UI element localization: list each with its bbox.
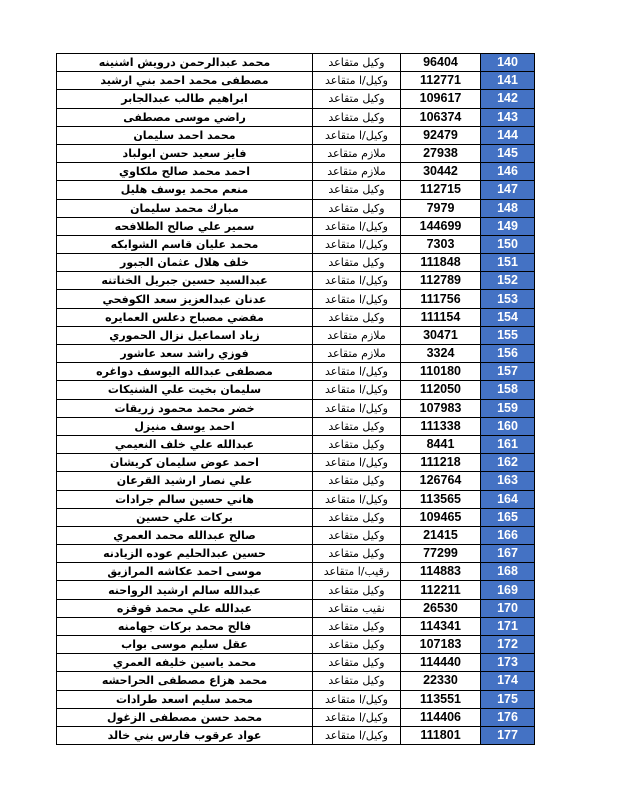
table-row (57, 545, 535, 563)
person-name-cell: زياد اسماعيل نزال الحموري (57, 326, 313, 344)
rank-cell: وكيل متقاعد (313, 199, 401, 217)
military-number-cell: 110180 (401, 363, 481, 381)
person-name-cell: محمد عبدالرحمن درويش اشنينه (57, 54, 313, 72)
person-name-cell: فالح محمد بركات جهامنه (57, 617, 313, 635)
table-row (57, 126, 535, 144)
rank-cell: وكيل/ا متقاعد (313, 454, 401, 472)
person-name-cell: علي نصار ارشيد القرعان (57, 472, 313, 490)
rank-cell: وكيل متقاعد (313, 636, 401, 654)
sequence-number-cell: 159 (481, 399, 535, 417)
table-row (57, 399, 535, 417)
person-name-cell: راضي موسى مصطفى (57, 108, 313, 126)
rank-cell: وكيل/ا متقاعد (313, 217, 401, 235)
sequence-number-cell: 141 (481, 72, 535, 90)
military-number-cell: 112789 (401, 272, 481, 290)
person-name-cell: موسى احمد عكاشه المرازيق (57, 563, 313, 581)
sequence-number-cell: 155 (481, 326, 535, 344)
rank-cell: وكيل/ا متقاعد (313, 726, 401, 744)
rank-cell: نقيب متقاعد (313, 599, 401, 617)
sequence-number-cell: 163 (481, 472, 535, 490)
person-name-cell: عقل سليم موسى بواب (57, 636, 313, 654)
rank-cell: وكيل متقاعد (313, 617, 401, 635)
sequence-number-cell: 147 (481, 181, 535, 199)
table-row (57, 417, 535, 435)
rank-cell: وكيل/ا متقاعد (313, 235, 401, 253)
table-row (57, 563, 535, 581)
table-row (57, 581, 535, 599)
rank-cell: ملازم متقاعد (313, 163, 401, 181)
person-name-cell: عبدالله علي خلف النعيمي (57, 435, 313, 453)
military-number-cell: 114341 (401, 617, 481, 635)
person-name-cell: محمد حسن مصطفى الزغول (57, 708, 313, 726)
table-row (57, 235, 535, 253)
table-row (57, 526, 535, 544)
retirees-table (56, 53, 535, 745)
sequence-number-cell: 151 (481, 254, 535, 272)
sequence-number-cell: 160 (481, 417, 535, 435)
person-name-cell: محمد ياسين خليفه العمري (57, 654, 313, 672)
table-row (57, 108, 535, 126)
sequence-number-cell: 148 (481, 199, 535, 217)
rank-cell: ملازم متقاعد (313, 144, 401, 162)
military-number-cell: 3324 (401, 345, 481, 363)
table-row (57, 308, 535, 326)
sequence-number-cell: 152 (481, 272, 535, 290)
table-row (57, 54, 535, 72)
sequence-number-cell: 145 (481, 144, 535, 162)
sequence-number-cell: 153 (481, 290, 535, 308)
military-number-cell: 109465 (401, 508, 481, 526)
person-name-cell: مبارك محمد سليمان (57, 199, 313, 217)
person-name-cell: احمد يوسف منيزل (57, 417, 313, 435)
rank-cell: وكيل/ا متقاعد (313, 490, 401, 508)
rank-cell: ملازم متقاعد (313, 326, 401, 344)
military-number-cell: 107183 (401, 636, 481, 654)
rank-cell: وكيل/ا متقاعد (313, 290, 401, 308)
military-number-cell: 22330 (401, 672, 481, 690)
sequence-number-cell: 174 (481, 672, 535, 690)
rank-cell: وكيل متقاعد (313, 254, 401, 272)
sequence-number-cell: 168 (481, 563, 535, 581)
table-row (57, 617, 535, 635)
military-number-cell: 26530 (401, 599, 481, 617)
table-row (57, 290, 535, 308)
rank-cell: وكيل/ا متقاعد (313, 399, 401, 417)
table-row (57, 217, 535, 235)
person-name-cell: فوزي راشد سعد عاشور (57, 345, 313, 363)
rank-cell: وكيل/ا متقاعد (313, 72, 401, 90)
sequence-number-cell: 158 (481, 381, 535, 399)
person-name-cell: عدنان عبدالعزيز سعد الكوفحي (57, 290, 313, 308)
rank-cell: وكيل متقاعد (313, 308, 401, 326)
table-row (57, 690, 535, 708)
table-row (57, 490, 535, 508)
rank-cell: وكيل متقاعد (313, 435, 401, 453)
table-row (57, 726, 535, 744)
rank-cell: رقيب/ا متقاعد (313, 563, 401, 581)
table-row (57, 254, 535, 272)
table-row (57, 181, 535, 199)
sequence-number-cell: 164 (481, 490, 535, 508)
military-number-cell: 92479 (401, 126, 481, 144)
person-name-cell: محمد سليم اسعد طرادات (57, 690, 313, 708)
rank-cell: وكيل/ا متقاعد (313, 272, 401, 290)
person-name-cell: سمير علي صالح الطلافحه (57, 217, 313, 235)
table-row (57, 363, 535, 381)
military-number-cell: 8441 (401, 435, 481, 453)
rank-cell: وكيل/ا متقاعد (313, 126, 401, 144)
sequence-number-cell: 146 (481, 163, 535, 181)
person-name-cell: مفضي مصباح دعلس العمايره (57, 308, 313, 326)
rank-cell: وكيل متقاعد (313, 672, 401, 690)
person-name-cell: محمد احمد سليمان (57, 126, 313, 144)
military-number-cell: 111848 (401, 254, 481, 272)
table-row (57, 654, 535, 672)
sequence-number-cell: 169 (481, 581, 535, 599)
person-name-cell: حسين عبدالحليم عوده الزيادنه (57, 545, 313, 563)
military-number-cell: 113565 (401, 490, 481, 508)
military-number-cell: 111801 (401, 726, 481, 744)
table-row (57, 454, 535, 472)
sequence-number-cell: 177 (481, 726, 535, 744)
military-number-cell: 144699 (401, 217, 481, 235)
sequence-number-cell: 143 (481, 108, 535, 126)
rank-cell: وكيل/ا متقاعد (313, 381, 401, 399)
table-row (57, 72, 535, 90)
rank-cell: وكيل/ا متقاعد (313, 363, 401, 381)
military-number-cell: 106374 (401, 108, 481, 126)
sequence-number-cell: 157 (481, 363, 535, 381)
military-number-cell: 30471 (401, 326, 481, 344)
sequence-number-cell: 154 (481, 308, 535, 326)
table-row (57, 599, 535, 617)
rank-cell: وكيل متقاعد (313, 90, 401, 108)
rank-cell: وكيل/ا متقاعد (313, 708, 401, 726)
military-number-cell: 114883 (401, 563, 481, 581)
sequence-number-cell: 140 (481, 54, 535, 72)
sequence-number-cell: 176 (481, 708, 535, 726)
table-row (57, 508, 535, 526)
military-number-cell: 112211 (401, 581, 481, 599)
person-name-cell: عواد عرقوب فارس بني خالد (57, 726, 313, 744)
sequence-number-cell: 161 (481, 435, 535, 453)
military-number-cell: 111218 (401, 454, 481, 472)
sequence-number-cell: 172 (481, 636, 535, 654)
military-number-cell: 114440 (401, 654, 481, 672)
table-row (57, 381, 535, 399)
table-row (57, 636, 535, 654)
person-name-cell: صالح عبدالله محمد العمري (57, 526, 313, 544)
rank-cell: وكيل متقاعد (313, 654, 401, 672)
sequence-number-cell: 144 (481, 126, 535, 144)
military-number-cell: 114406 (401, 708, 481, 726)
rank-cell: وكيل متقاعد (313, 54, 401, 72)
sequence-number-cell: 162 (481, 454, 535, 472)
rank-cell: وكيل متقاعد (313, 545, 401, 563)
table-row (57, 163, 535, 181)
military-number-cell: 111338 (401, 417, 481, 435)
person-name-cell: بركات علي حسين (57, 508, 313, 526)
military-number-cell: 113551 (401, 690, 481, 708)
military-number-cell: 27938 (401, 144, 481, 162)
table-row (57, 272, 535, 290)
sequence-number-cell: 156 (481, 345, 535, 363)
person-name-cell: فايز سعيد حسن ابولباد (57, 144, 313, 162)
person-name-cell: منعم محمد يوسف هليل (57, 181, 313, 199)
military-number-cell: 7979 (401, 199, 481, 217)
table-row (57, 345, 535, 363)
sequence-number-cell: 149 (481, 217, 535, 235)
sequence-number-cell: 170 (481, 599, 535, 617)
military-number-cell: 112715 (401, 181, 481, 199)
rank-cell: وكيل متقاعد (313, 526, 401, 544)
person-name-cell: محمد هزاع مصطفى الحراحشه (57, 672, 313, 690)
table-row (57, 144, 535, 162)
sequence-number-cell: 167 (481, 545, 535, 563)
person-name-cell: مصطفى عبدالله اليوسف دواغره (57, 363, 313, 381)
person-name-cell: خضر محمد محمود زريقات (57, 399, 313, 417)
rank-cell: وكيل متقاعد (313, 581, 401, 599)
retirees-table-body (57, 54, 535, 745)
rank-cell: وكيل/ا متقاعد (313, 690, 401, 708)
table-row (57, 199, 535, 217)
table-row (57, 472, 535, 490)
military-number-cell: 111154 (401, 308, 481, 326)
table-row (57, 672, 535, 690)
person-name-cell: هاني حسين سالم جرادات (57, 490, 313, 508)
person-name-cell: مصطفى محمد احمد بني ارشيد (57, 72, 313, 90)
rank-cell: وكيل متقاعد (313, 417, 401, 435)
person-name-cell: احمد محمد صالح ملكاوي (57, 163, 313, 181)
person-name-cell: محمد عليان قاسم الشوابكه (57, 235, 313, 253)
person-name-cell: سليمان بخيت علي الشنيكات (57, 381, 313, 399)
rank-cell: ملازم متقاعد (313, 345, 401, 363)
military-number-cell: 21415 (401, 526, 481, 544)
sequence-number-cell: 150 (481, 235, 535, 253)
military-number-cell: 126764 (401, 472, 481, 490)
sequence-number-cell: 175 (481, 690, 535, 708)
person-name-cell: خلف هلال عثمان الجبور (57, 254, 313, 272)
table-row (57, 326, 535, 344)
military-number-cell: 112050 (401, 381, 481, 399)
rank-cell: وكيل متقاعد (313, 181, 401, 199)
table-row (57, 708, 535, 726)
person-name-cell: عبدالله سالم ارشيد الرواحنه (57, 581, 313, 599)
rank-cell: وكيل متقاعد (313, 108, 401, 126)
military-number-cell: 77299 (401, 545, 481, 563)
person-name-cell: عبدالله علي محمد قوقزه (57, 599, 313, 617)
military-number-cell: 109617 (401, 90, 481, 108)
rank-cell: وكيل متقاعد (313, 472, 401, 490)
person-name-cell: ابراهيم طالب عبدالجابر (57, 90, 313, 108)
sequence-number-cell: 166 (481, 526, 535, 544)
sequence-number-cell: 165 (481, 508, 535, 526)
military-number-cell: 112771 (401, 72, 481, 90)
person-name-cell: احمد عوض سليمان كريشان (57, 454, 313, 472)
table-row (57, 90, 535, 108)
sequence-number-cell: 171 (481, 617, 535, 635)
military-number-cell: 7303 (401, 235, 481, 253)
military-number-cell: 107983 (401, 399, 481, 417)
sequence-number-cell: 173 (481, 654, 535, 672)
person-name-cell: عبدالسيد حسين جبريل الخناتنه (57, 272, 313, 290)
rank-cell: وكيل متقاعد (313, 508, 401, 526)
military-number-cell: 111756 (401, 290, 481, 308)
military-number-cell: 30442 (401, 163, 481, 181)
sequence-number-cell: 142 (481, 90, 535, 108)
military-number-cell: 96404 (401, 54, 481, 72)
table-row (57, 435, 535, 453)
